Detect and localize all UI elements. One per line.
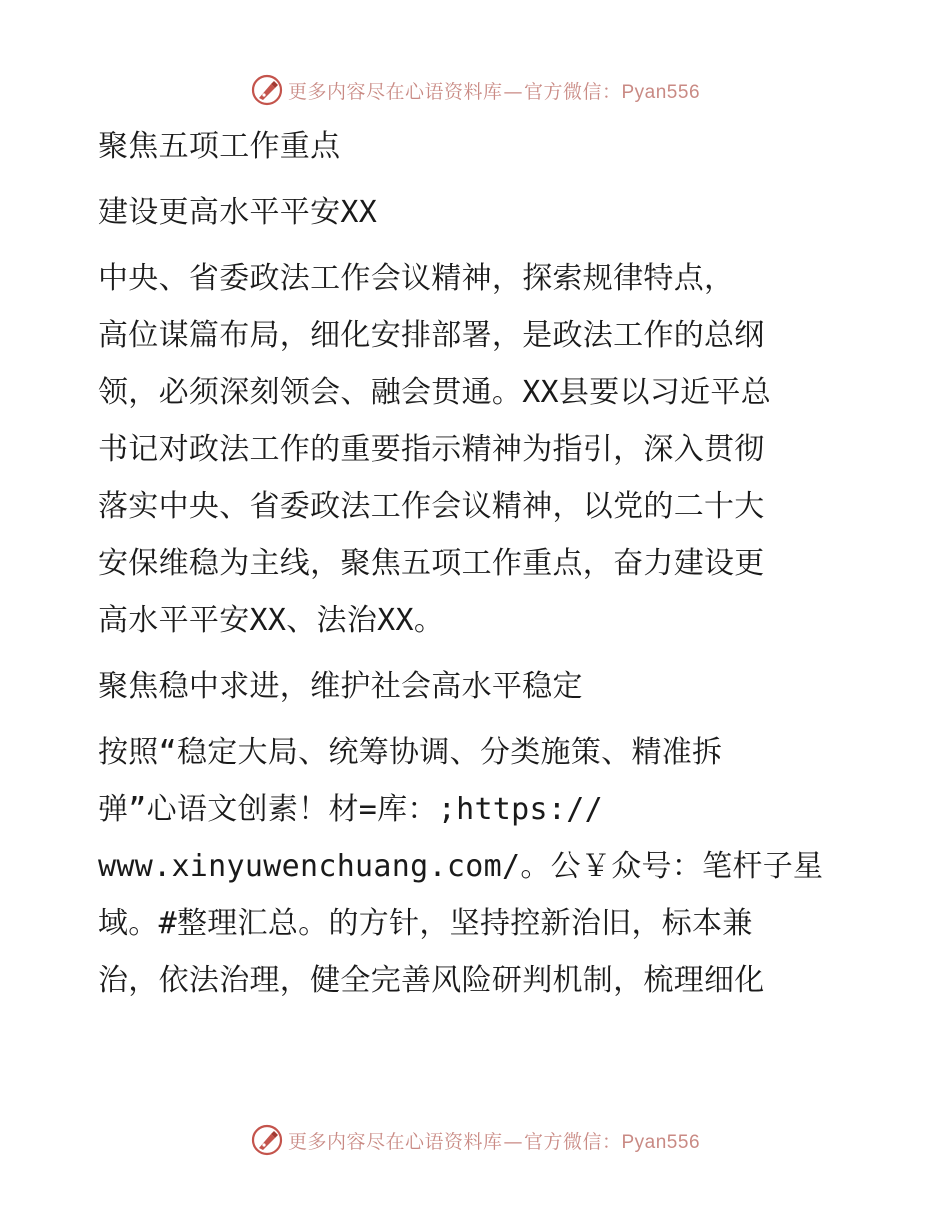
- wechat-label: 官方微信：: [523, 1130, 622, 1153]
- pen-nib-logo-icon: [250, 1123, 284, 1157]
- paragraph-line: 安保维稳为主线，聚焦五项工作重点，奋力建设更: [98, 546, 765, 581]
- wechat-id: Pyan556: [621, 1131, 701, 1153]
- banner-separator: —: [503, 1130, 523, 1153]
- paragraph-line: 治，依法治理，健全完善风险研判机制，梳理细化: [98, 963, 765, 998]
- paragraph-line: 按照“稳定大局、统筹协调、分类施策、精准拆: [98, 735, 723, 770]
- paragraph-line: 弹”心语文创素！材=库：;https://: [98, 792, 603, 827]
- paragraph-line: 领，必须深刻领会、融会贯通。XX县要以习近平总: [98, 375, 772, 410]
- document-body: [98, 118, 858, 1009]
- footer-banner-text: [288, 1127, 700, 1154]
- banner-separator: —: [503, 80, 523, 103]
- wechat-label: 官方微信：: [523, 80, 622, 103]
- paragraph-line: 域。#整理汇总。的方针，坚持控新治旧，标本兼: [98, 906, 753, 941]
- heading-focus-five: 聚焦五项工作重点: [98, 129, 341, 164]
- paragraph-line: www.xinyuwenchuang.com/。公￥众号：笔杆子星: [98, 849, 824, 884]
- brand-name: 更多内容尽在心语资料库: [287, 1130, 503, 1153]
- heading-stability: 聚焦稳中求进，维护社会高水平稳定: [98, 669, 583, 704]
- brand-name: 更多内容尽在心语资料库: [287, 80, 503, 103]
- pen-nib-logo-icon: [250, 73, 284, 107]
- paragraph-line: 高水平平安XX、法治XX。: [98, 603, 445, 638]
- paragraph-line: 落实中央、省委政法工作会议精神，以党的二十大: [98, 489, 765, 524]
- header-banner: [0, 70, 950, 110]
- footer-banner: [0, 1120, 950, 1160]
- heading-build-safety: 建设更高水平平安XX: [98, 195, 378, 230]
- paragraph-line: 书记对政法工作的重要指示精神为指引，深入贯彻: [98, 432, 765, 467]
- paragraph-line: 高位谋篇布局，细化安排部署，是政法工作的总纲: [98, 318, 765, 353]
- paragraph-line: 中央、省委政法工作会议精神，探索规律特点，: [98, 261, 735, 296]
- wechat-id: Pyan556: [621, 81, 701, 103]
- header-banner-text: [288, 77, 700, 104]
